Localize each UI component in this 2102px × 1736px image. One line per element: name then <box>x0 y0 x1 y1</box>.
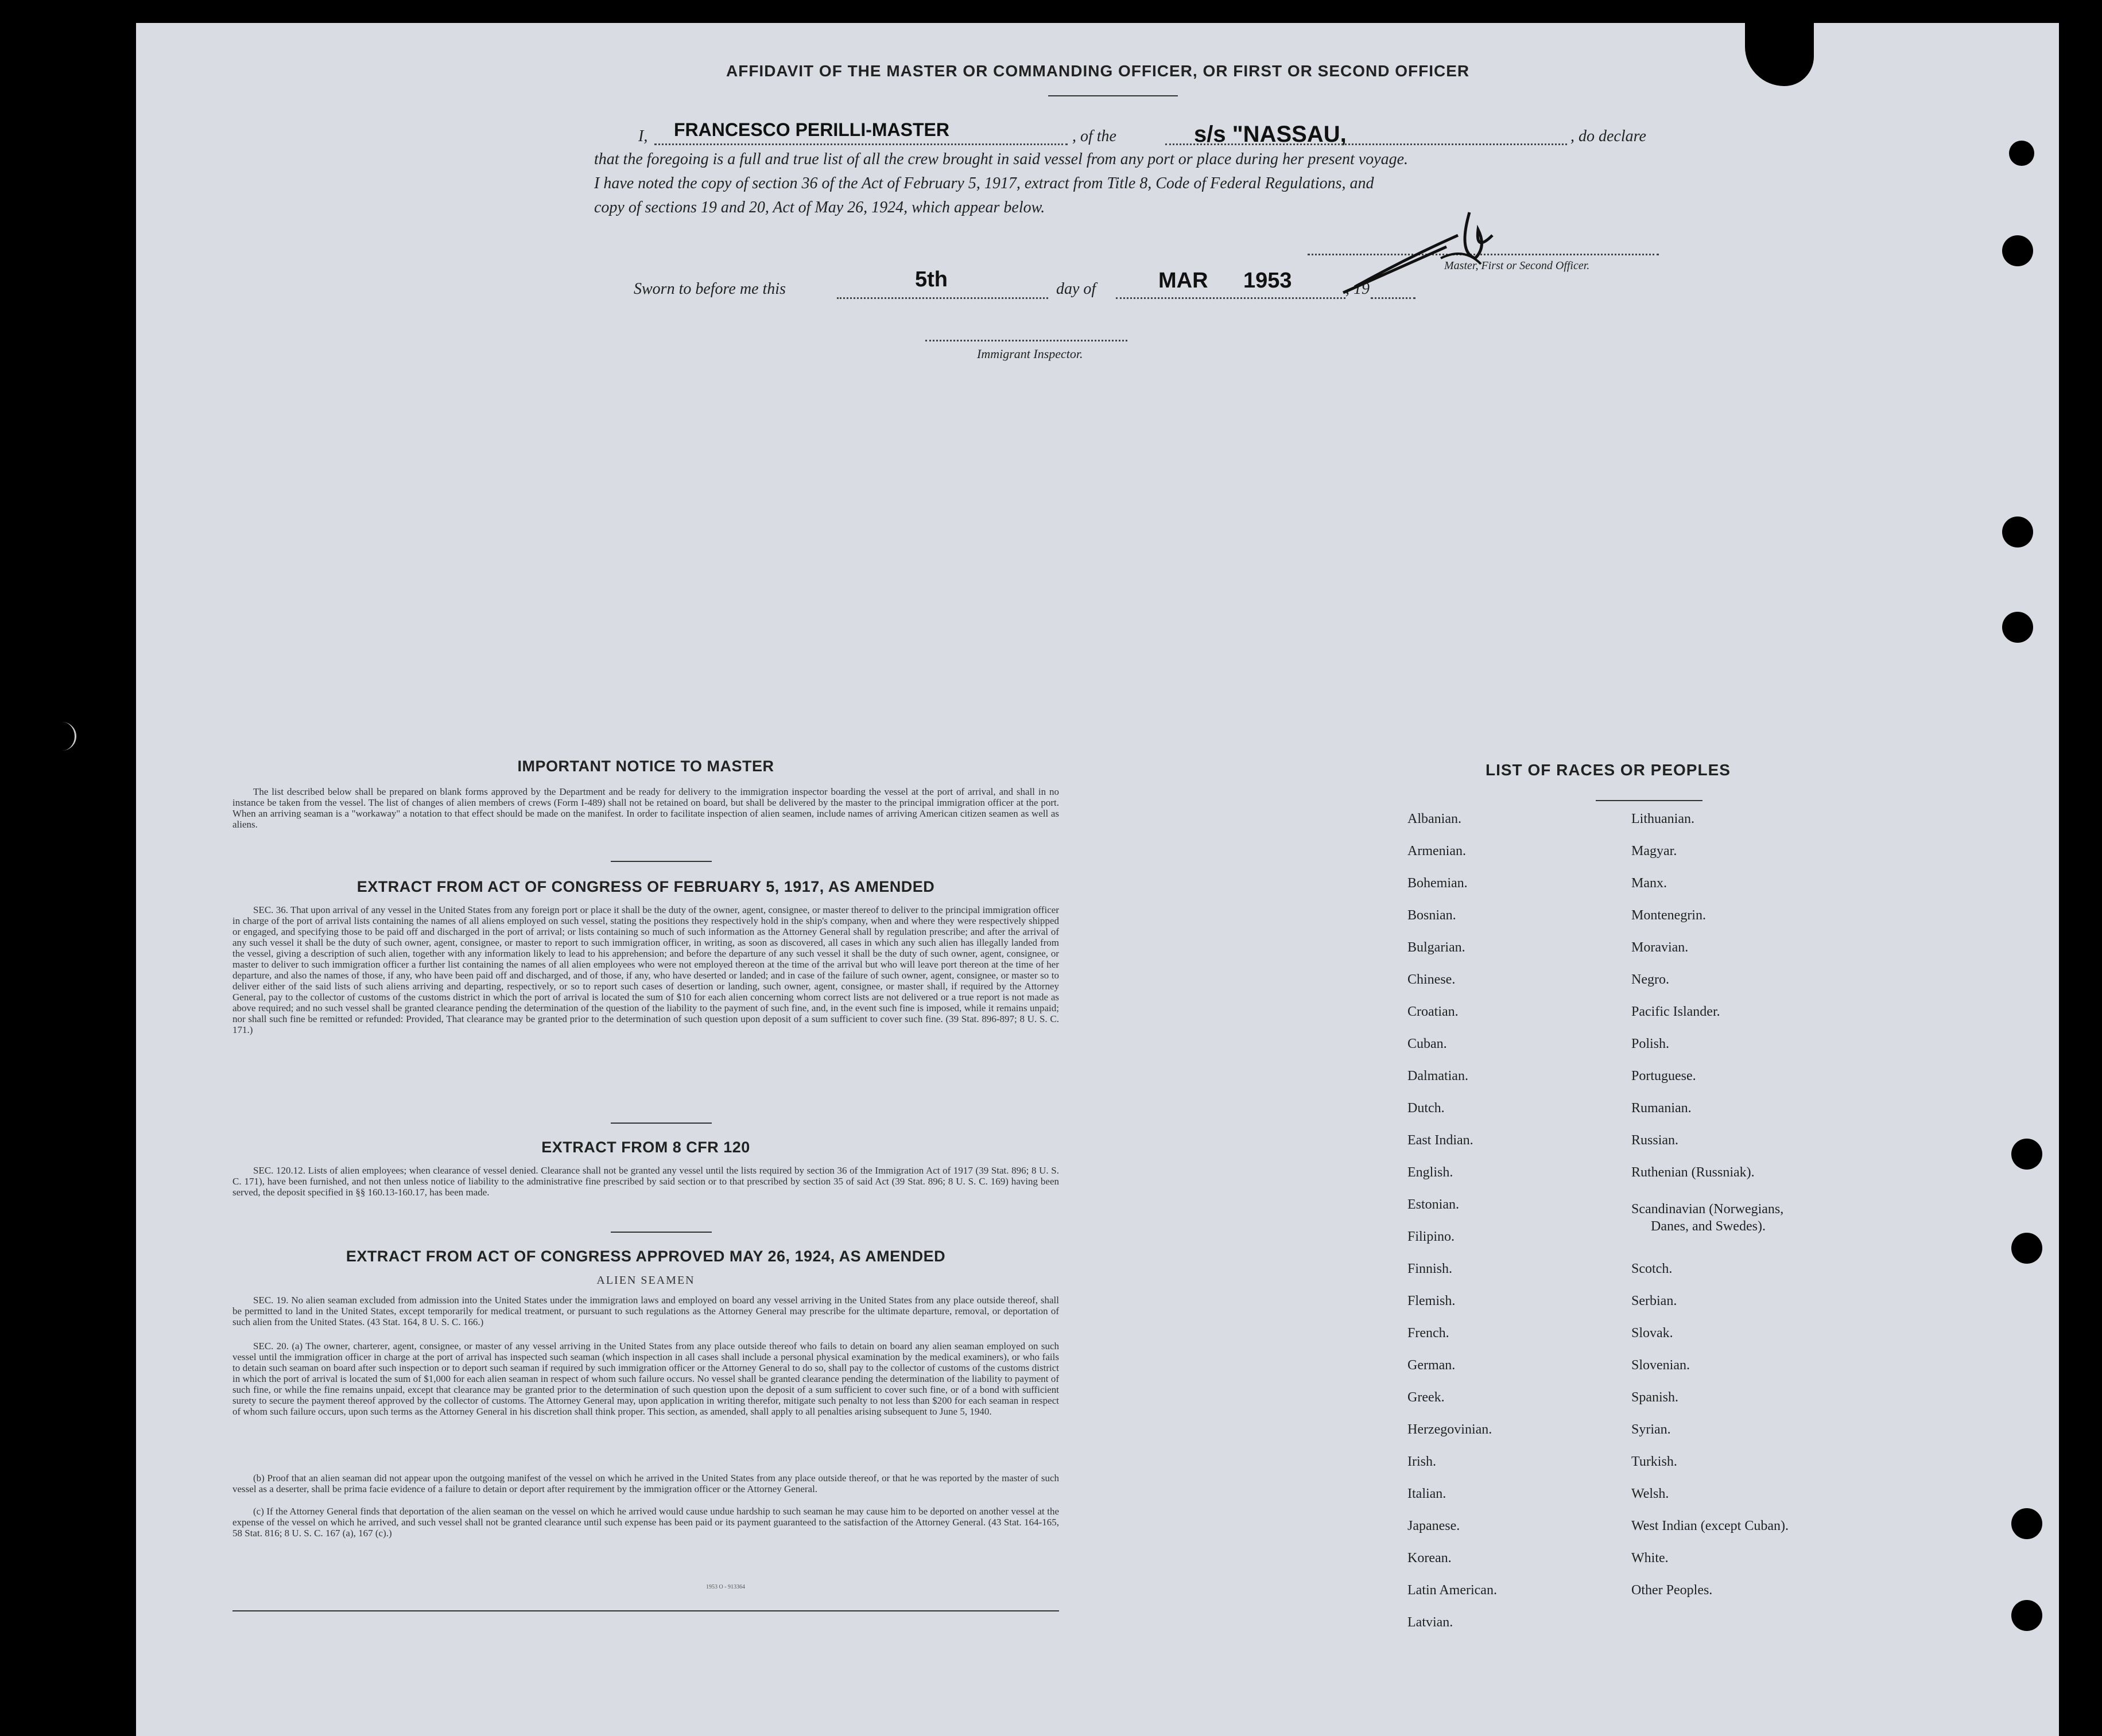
divider <box>611 1232 712 1233</box>
race-item: Bohemian. <box>1407 876 1468 891</box>
race-item: Montenegrin. <box>1631 908 1706 923</box>
vessel-name: s/s "NASSAU, <box>1194 122 1347 147</box>
master-name: FRANCESCO PERILLI-MASTER <box>674 119 949 140</box>
day-dotted-line <box>837 297 1048 299</box>
race-item: Dalmatian. <box>1407 1069 1468 1083</box>
race-item: Negro. <box>1631 972 1669 987</box>
extract-8cfr-title: EXTRACT FROM 8 CFR 120 <box>541 1139 750 1156</box>
divider <box>611 1123 712 1124</box>
race-item: Serbian. <box>1631 1294 1677 1308</box>
day-of-label: day of <box>1056 280 1096 298</box>
race-item: Manx. <box>1631 876 1667 891</box>
race-item: Irish. <box>1407 1454 1436 1469</box>
master-signature <box>1320 189 1538 304</box>
punch-hole-icon <box>2011 1508 2042 1539</box>
races-title: LIST OF RACES OR PEOPLES <box>1486 761 1731 779</box>
extract-1924-sec20c: (c) If the Attorney General finds that deportation of the alien seaman on the vessel on which he arrived would cause undue hardship to such seaman he may cause him to be deported on another vessel at the expense of the vessel on which he arrived, and such vessel shall not be granted clearance until such expense has been paid or its payment guaranteed to the satisfaction of the Attorney General. (43 Stat. 164-165, 58 Stat. 816; 8 U. S. C. 167 (a), 167 (c).) <box>232 1506 1059 1539</box>
race-item: Chinese. <box>1407 972 1456 987</box>
race-item: Herzegovinian. <box>1407 1422 1492 1437</box>
punch-hole-icon <box>2002 516 2033 547</box>
race-item: Pacific Islander. <box>1631 1004 1720 1019</box>
extract-1917-body: SEC. 36. That upon arrival of any vessel in the United States from any foreign port or place it shall be the duty of the owner, agent, consignee, or master thereof to deliver to the principal immigration officer in charge of the port of arrival lists containing the names of all aliens employed on such vessel, stating the positions they respectively hold in the ship's company, when and where they were respectively shipped or engaged, and specifying those to be paid off and discharged in the port of arrival; or lists containing so much of such information as the Attorney General shall by regulation prescribe; and after the arrival of any such vessel it shall be the duty of such owner, agent, consignee, or master to report to such immigration officer, in writing, as soon as discovered, all cases in which any such alien has illegally landed from the vessel, giving a description of such alien, together with any information likely to lead to his apprehension; and before the departure of any such vessel it shall be the duty of such owner, agent, consignee, or master to deliver to such immigration officer a further list containing the names of all alien employees who were not employed thereon at the time of the arrival but who will leave port thereon at the time of her departure, and also the names of those, if any, who have been paid off and discharged, and of those, if any, who have deserted or landed; and in case of the failure of such owner, agent, consignee, or master so to deliver either of the said lists of such aliens arriving and departing, respectively, or so to report such cases of desertion or landing, such owner, agent, consignee, or master shall, if required by the Attorney General, pay to the collector of customs of the customs district in which the port of arrival is located the sum of $10 for each alien concerning whom correct lists are not delivered or a true report is not made as above required; and no such vessel shall be granted clearance pending the determination of the question of the liability to the payment of such fine, and, in the event such fine is imposed, while it remains unpaid; nor shall such fine be remitted or refunded: Provided, That clearance may be granted prior to the determination of such question upon deposit of a sum sufficient to cover such fine. (39 Stat. 896-897; 8 U. S. C. 171.) <box>232 904 1059 1035</box>
race-item: Croatian. <box>1407 1004 1459 1019</box>
race-item: White. <box>1631 1551 1669 1566</box>
year-prefix: , 19 <box>1345 280 1370 298</box>
race-item: Korean. <box>1407 1551 1452 1566</box>
race-item: Flemish. <box>1407 1294 1456 1308</box>
race-item: Bulgarian. <box>1407 940 1465 955</box>
name-dotted-line <box>654 143 1068 145</box>
inspector-label: Immigrant Inspector. <box>977 347 1083 361</box>
extract-1924-sec20a: SEC. 20. (a) The owner, charterer, agent, consignee, or master of any vessel arriving in the United States from any place outside thereof who fails to detain on board any alien seaman employed on such vessel until the immigration officer in charge at the port of arrival has inspected such seaman (which inspection in all cases shall include a personal physical examination by the medical examiners), or who fails to detain such seaman on board after such inspection or to deport such seaman if required by such immigration officer or the Attorney General to do so, shall pay to the collector of customs of the customs district in which the port of arrival is located the sum of $1,000 for each alien seaman in respect of whom such failure occurs. No vessel shall be granted clearance pending the determination of the liability to payment of such fine, or while the fine remains unpaid, except that clearance may be granted prior to the determination of such question upon the deposit of a sum sufficient to cover such fine, or of a bond with sufficient surety to secure the payment thereof approved by the collector of customs. The Attorney General may, upon application in writing therefor, mitigate such penalty to not less than $200 for each seaman in respect of whom such failure occurs, upon such terms as the Attorney General in his discretion shall think proper. This section, as amended, shall apply to all penalties arising subsequent to June 5, 1940. <box>232 1341 1059 1417</box>
month-value: MAR <box>1158 269 1208 293</box>
race-item: Dutch. <box>1407 1101 1445 1116</box>
of-the-label: , of the <box>1072 127 1116 145</box>
extract-1917-title: EXTRACT FROM ACT OF CONGRESS OF FEBRUARY 5, 1917, AS AMENDED <box>356 878 935 895</box>
race-item: Spanish. <box>1631 1390 1679 1405</box>
extract-1924-sec20b: (b) Proof that an alien seaman did not appear upon the outgoing manifest of the vessel on which he arrived in the United States from any place outside thereof, or that he was reported by the master of such vessel as a deserter, shall be prima facie evidence of a failure to detain or deport after requirement by the immigration officer or the Attorney General. <box>232 1473 1059 1494</box>
punch-hole-icon <box>2011 1139 2042 1170</box>
race-item: Armenian. <box>1407 844 1466 859</box>
race-item: Portuguese. <box>1631 1069 1696 1083</box>
master-signature-label: Master, First or Second Officer. <box>1444 259 1590 272</box>
day-value: 5th <box>915 267 948 292</box>
race-item: Estonian. <box>1407 1197 1459 1212</box>
race-item: Bosnian. <box>1407 908 1456 923</box>
race-item: Finnish. <box>1407 1261 1453 1276</box>
title-rule <box>1048 95 1178 96</box>
notice-body: The list described below shall be prepared on blank forms approved by the Department and be ready for delivery to the immigration inspector boarding the vessel at the port of arrival, and shall in no instance be taken from the vessel. The list of changes of alien members of crews (Form I-489) shall not be retained on board, but shall be delivered by the master to the principal immigration officer at the port. When an arriving seaman is a "workaway" a notation to that effect should be made on the manifest. In order to facilitate inspection of alien seamen, include names of arriving American citizen seamen as well as aliens. <box>232 786 1059 830</box>
punch-hole-icon <box>2011 1233 2042 1264</box>
race-item: Magyar. <box>1631 844 1677 859</box>
race-item: Russian. <box>1631 1133 1679 1148</box>
race-item: English. <box>1407 1165 1453 1180</box>
race-item: French. <box>1407 1326 1449 1341</box>
punch-hole-icon <box>2002 235 2033 266</box>
race-item: Moravian. <box>1631 940 1689 955</box>
extract-8cfr-body: SEC. 120.12. Lists of alien employees; when clearance of vessel denied. Clearance shall not be granted any vessel until the lists required by section 36 of the Immigration Act of 1917 (39 Stat. 896; 8 U. S. C. 171), have been furnished, and not then unless notice of liability to the administrative fine prescribed by said section or to that prescribed by section 35 of said Act (39 Stat. 896; 8 U. S. C. 169) having been served, the deposit specified in §§ 160.13-160.17, has been made. <box>232 1165 1059 1198</box>
race-item: Turkish. <box>1631 1454 1677 1469</box>
do-declare-label: , do declare <box>1570 127 1646 145</box>
punch-hole-icon <box>2002 612 2033 643</box>
extract-1924-subtitle: ALIEN SEAMEN <box>596 1274 695 1287</box>
race-item: Slovak. <box>1631 1326 1673 1341</box>
race-item: Japanese. <box>1407 1518 1460 1533</box>
notice-title: IMPORTANT NOTICE TO MASTER <box>517 758 774 775</box>
race-item: Scotch. <box>1631 1261 1673 1276</box>
vessel-dotted-line <box>1165 143 1567 145</box>
year-value: 1953 <box>1243 269 1292 293</box>
race-item: Latin American. <box>1407 1583 1497 1598</box>
race-item: Filipino. <box>1407 1229 1455 1244</box>
bottom-rule <box>232 1610 1059 1611</box>
i-label: I, <box>638 127 648 145</box>
affidavit-line-2: that the foregoing is a full and true list of all the crew brought in said vessel from any port or place during her present voyage. <box>594 150 1409 168</box>
race-item: Danes, and Swedes). <box>1651 1219 1766 1234</box>
race-item: Rumanian. <box>1631 1101 1692 1116</box>
race-item: Lithuanian. <box>1631 811 1694 826</box>
race-item: Syrian. <box>1631 1422 1671 1437</box>
race-item: Slovenian. <box>1631 1358 1690 1373</box>
race-item: Ruthenian (Russniak). <box>1631 1165 1755 1180</box>
race-item: German. <box>1407 1358 1456 1373</box>
inspector-signature-line <box>925 340 1127 341</box>
race-item: West Indian (except Cuban). <box>1631 1518 1789 1533</box>
date-dotted-line <box>1116 297 1345 299</box>
print-mark: 1953 O - 913364 <box>706 1584 746 1590</box>
sworn-label: Sworn to before me this <box>634 280 786 298</box>
race-item: East Indian. <box>1407 1133 1473 1148</box>
punch-hole-icon <box>2011 1600 2042 1631</box>
races-title-rule <box>1596 800 1702 801</box>
affidavit-title: AFFIDAVIT OF THE MASTER OR COMMANDING OFFICER, OR FIRST OR SECOND OFFICER <box>726 62 1470 80</box>
race-item: Welsh. <box>1631 1486 1669 1501</box>
race-item: Other Peoples. <box>1631 1583 1713 1598</box>
race-item: Latvian. <box>1407 1615 1453 1630</box>
affidavit-line-3: I have noted the copy of section 36 of the Act of February 5, 1917, extract from Title 8, Code of Federal Regulations, and <box>594 174 1374 192</box>
extract-1924-title: EXTRACT FROM ACT OF CONGRESS APPROVED MAY 26, 1924, AS AMENDED <box>346 1248 946 1265</box>
race-item: Polish. <box>1631 1036 1670 1051</box>
race-item: Scandinavian (Norwegians, <box>1631 1202 1784 1217</box>
margin-mark <box>57 722 76 751</box>
punch-hole-icon <box>2009 141 2034 166</box>
affidavit-line-4: copy of sections 19 and 20, Act of May 26, 1924, which appear below. <box>594 199 1045 216</box>
race-item: Albanian. <box>1407 811 1461 826</box>
race-item: Italian. <box>1407 1486 1446 1501</box>
divider <box>611 861 712 862</box>
race-item: Cuban. <box>1407 1036 1447 1051</box>
extract-1924-sec19: SEC. 19. No alien seaman excluded from admission into the United States under the immigration laws and employed on board any vessel arriving in the United States from any place outside thereof, shall be permitted to land in the United States, except temporarily for medical treatment, or pursuant to such regulations as the Attorney General may prescribe for the ultimate departure, removal, or deportation of such alien from the United States. (43 Stat. 164, 8 U. S. C. 166.) <box>232 1295 1059 1327</box>
race-item: Greek. <box>1407 1390 1445 1405</box>
